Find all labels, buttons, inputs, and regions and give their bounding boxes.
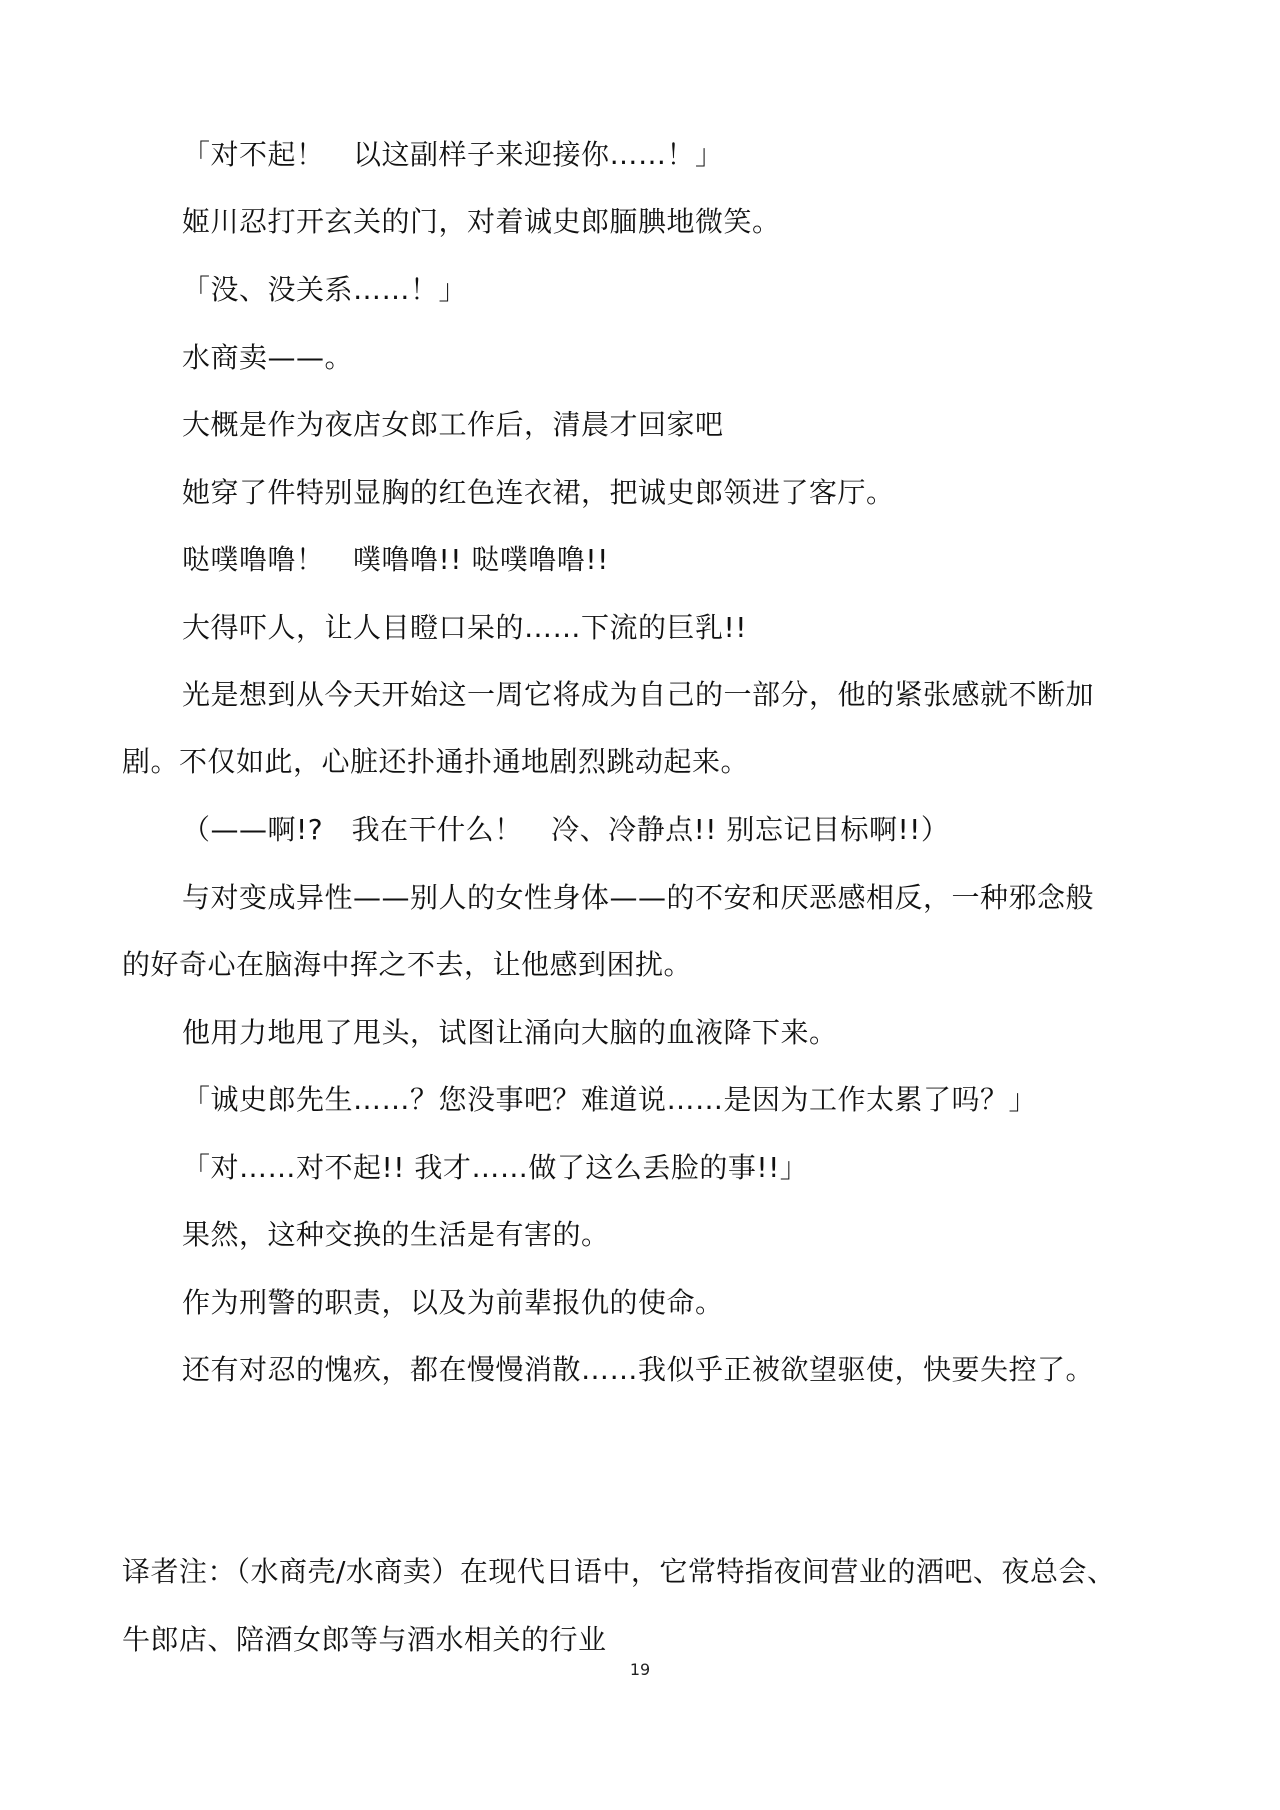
body-line: 光是想到从今天开始这一周它将成为自己的一部分，他的紧张感就不断加	[182, 678, 1095, 711]
body-line: 「没、没关系……！」	[182, 273, 468, 306]
body-line: 「对……对不起!! 我才……做了这么丢脸的事!!」	[182, 1151, 809, 1184]
body-line: 「诚史郎先生……？您没事吧？难道说……是因为工作太累了吗？」	[182, 1083, 1038, 1116]
body-line: 哒噗噜噜！ 噗噜噜!! 哒噗噜噜!!	[182, 543, 609, 576]
body-line: 大得吓人，让人目瞪口呆的……下流的巨乳!!	[182, 611, 747, 644]
body-line: （——啊!? 我在干什么！ 冷、冷静点!! 别忘记目标啊!!）	[182, 813, 950, 846]
body-line: 她穿了件特别显胸的红色连衣裙，把诚史郎领进了客厅。	[182, 476, 895, 509]
body-line: 姬川忍打开玄关的门，对着诚史郎腼腆地微笑。	[182, 205, 781, 238]
body-line: 水商卖——。	[182, 341, 354, 374]
body-line: 作为刑警的职责，以及为前辈报仇的使命。	[182, 1286, 724, 1319]
body-line: 「对不起！ 以这副样子来迎接你……！」	[182, 138, 724, 171]
body-line: 的好奇心在脑海中挥之不去，让他感到困扰。	[122, 948, 693, 981]
translator-note-line: 牛郎店、陪酒女郎等与酒水相关的行业	[122, 1623, 607, 1656]
body-line: 与对变成异性——别人的女性身体——的不安和厌恶感相反，一种邪念般	[182, 881, 1095, 914]
body-line: 果然，这种交换的生活是有害的。	[182, 1218, 610, 1251]
body-line: 剧。不仅如此，心脏还扑通扑通地剧烈跳动起来。	[122, 745, 750, 778]
page-number: 19	[629, 1660, 651, 1679]
translator-note-line: 译者注：（水商壳/水商卖）在现代日语中，它常特指夜间营业的酒吧、夜总会、	[122, 1555, 1116, 1588]
body-line: 他用力地甩了甩头，试图让涌向大脑的血液降下来。	[182, 1016, 838, 1049]
body-line: 大概是作为夜店女郎工作后，清晨才回家吧	[182, 408, 724, 441]
body-line: 还有对忍的愧疚，都在慢慢消散……我似乎正被欲望驱使，快要失控了。	[182, 1353, 1095, 1386]
